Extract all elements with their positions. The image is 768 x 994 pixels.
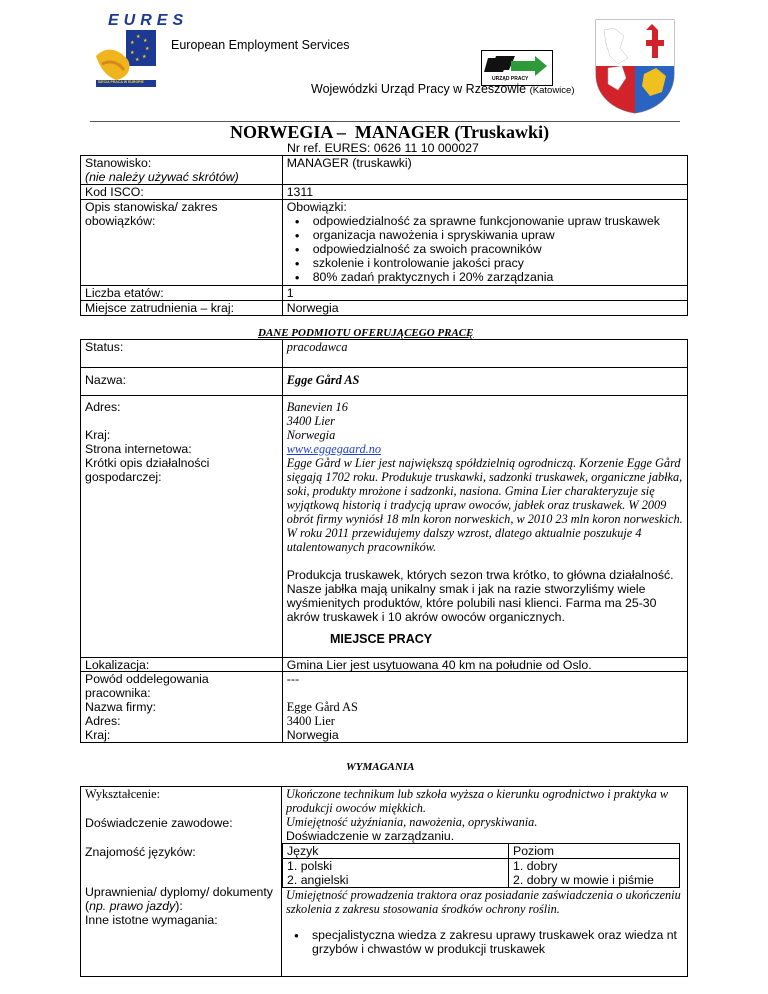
employer-heading: DANE PODMIOTU OFERUJĄCEGO PRACĘ: [258, 327, 474, 339]
workplace-row: [81, 658, 688, 743]
workplace-heading: MIEJSCE PRACY: [330, 632, 433, 646]
opis-dzialalnosci-value: Egge Gård w Lier jest największą spółdzielnią ogrodniczą. Korzenie Egge Gård sięgają 1702 roku. Produkuje truskawki, sadzonki truskawek, organiczne jabłka, soki, produkty mrożone i sadzonki, nasiona. Gmina Lier charakteryzuje się wyjątkową historią i tradycją upraw owoców, jabłek oraz truskawek. W 2009 obrót firmy wyniósł 18 mln koron norweskich, w 2010 23 mln koron norweskich. W roku 2011 przewidujemy dalszy wzrost, dlatego aktualnie poszukuje 4 utalentowanych pracowników.: [286, 456, 683, 554]
row-etaty: [81, 286, 688, 301]
nazwa-value: Egge Gård AS: [282, 368, 687, 396]
uprawnienia-value: Umiejętność prowadzenia traktora oraz posiadanie zaświadczenia o ukończeniu szkolenia z zakresu stosowania środków ochrony roślin.: [286, 888, 681, 916]
svg-text:★: ★: [143, 38, 148, 44]
levels-list: [509, 859, 680, 888]
level-item: 1. dobry: [513, 859, 558, 873]
org-line: European Employment Services: [171, 38, 350, 52]
wyksztalcenie-label: Wykształcenie:: [85, 787, 161, 801]
wyksztalcenie-value: Ukończone technikum lub szkoła wyższa o kierunku ogrodnictwo i praktyka w produkcji owoców miękkich.: [286, 787, 669, 815]
isco-value: 1311: [282, 185, 687, 200]
firma-label: Nazwa firmy:: [85, 700, 157, 714]
adres-cell: [81, 396, 283, 672]
uprawnienia-note: (np. prawo jazdy):: [85, 899, 183, 913]
inne-item: ● specjalistyczna wiedza z zakresu uprawy truskawek oraz wiedza nt grzybów i chwastów w produkcji truskawek: [286, 928, 683, 956]
stanowisko-cell: [81, 156, 283, 185]
language-item: 2. angielski: [287, 873, 349, 887]
doswiadczenie-label: Doświadczenie zawodowe:: [85, 816, 233, 830]
poziom-header: Poziom: [509, 844, 680, 859]
office-line: [311, 82, 574, 98]
row-nazwa: [81, 368, 688, 396]
etaty-label: Liczba etatów:: [81, 286, 283, 301]
svg-text:★: ★: [130, 40, 135, 46]
requirements-table: [80, 786, 688, 977]
adres-line2: 3400 Lier: [286, 414, 335, 428]
inne-list: [286, 928, 683, 956]
uprawnienia-label: Uprawnienia/ dyplomy/ dokumenty: [85, 885, 273, 899]
workplace-labels: [81, 658, 283, 743]
eures-logo-text: EURES: [108, 12, 189, 29]
lokalizacja-value: Gmina Lier jest usytuowana 40 km na południe od Oslo.: [286, 658, 592, 672]
row-status: [81, 340, 688, 368]
website-link[interactable]: www.eggegaard.no: [286, 442, 381, 456]
eures-logo-subtext: SIECIA PRACA W EUROPIE: [98, 80, 144, 84]
requirements-row: [81, 787, 688, 977]
opis-dzialalnosci-value2: Produkcja truskawek, których sezon trwa krótko, to główna działalność. Nasze jabłka mają unikalny smak i jak na razie stworzyliśmy wiele wyśmienitych produktów, które polubili nasi klienci. Farma ma 25-30 akrów truskawek i 10 akrów owoców organicznych.: [286, 568, 674, 624]
row-adres: [81, 396, 688, 672]
miejsce-label: Miejsce zatrudnienia – kraj:: [81, 301, 283, 316]
doswiadczenie-value2: Doświadczenie w zarządzaniu.: [286, 829, 455, 843]
reference-number: Nr ref. EURES: 0626 11 10 000027: [287, 141, 479, 155]
kraj-value: Norwegia: [286, 728, 339, 742]
nazwa-label: Nazwa:: [81, 368, 283, 396]
svg-text:★: ★: [130, 50, 135, 56]
adres-line1: Banevien 16: [286, 400, 348, 414]
lokalizacja-label: Lokalizacja:: [85, 658, 150, 672]
obowiazki-label: Obowiązki:: [286, 200, 347, 214]
kraj-value: Norwegia: [286, 428, 336, 442]
languages-values: [283, 859, 680, 888]
duties-list: [287, 214, 683, 284]
office-name: Wojewódzki Urząd Pracy w Rzeszowie: [311, 82, 527, 96]
adres-label: Adres:: [85, 400, 121, 414]
firma-value: Egge Gård AS: [286, 700, 358, 714]
miejsce-value: Norwegia: [282, 301, 687, 316]
languages-list: [283, 859, 509, 888]
stanowisko-note: (nie należy używać skrótów): [85, 170, 239, 184]
isco-label: Kod ISCO:: [81, 185, 283, 200]
adres-value: 3400 Lier: [286, 714, 335, 728]
row-stanowisko: [81, 156, 688, 185]
adres-label: Adres:: [85, 714, 121, 728]
requirements-heading: WYMAGANIA: [346, 761, 415, 773]
opis-label: Opis stanowiska/ zakres obowiązków:: [81, 200, 283, 286]
languages-header: [283, 844, 680, 859]
urzad-logo-text: URZĄD PRACY: [492, 76, 529, 82]
powod-value: ---: [286, 672, 300, 686]
jezyki-label: Znajomość języków:: [85, 845, 196, 859]
duty-item: ● odpowiedzialność za sprawne funkcjonowanie upraw truskawek: [287, 214, 683, 228]
office-branch: (Katowice): [529, 85, 575, 96]
level-item: 2. dobry w mowie i piśmie: [513, 873, 654, 887]
inne-label: Inne istotne wymagania:: [85, 913, 218, 927]
svg-text:★: ★: [142, 54, 147, 60]
row-miejsce: [81, 301, 688, 316]
coat-of-arms: [594, 18, 676, 114]
status-label: Status:: [81, 340, 283, 368]
doswiadczenie-value1: Umiejętność użyźniania, nawożenia, opryskiwania.: [286, 815, 538, 829]
kraj-label: Kraj:: [85, 428, 111, 442]
requirements-labels: [81, 787, 282, 977]
language-item: 1. polski: [287, 859, 333, 873]
opis-cell: [282, 200, 687, 286]
svg-text:★: ★: [145, 46, 150, 52]
etaty-value: 1: [282, 286, 687, 301]
duty-item: ● organizacja nawożenia i spryskiwania upraw: [287, 228, 683, 242]
job-table: [80, 155, 688, 316]
jezyk-header: Język: [283, 844, 509, 859]
address-cell: [282, 396, 687, 672]
kraj-label: Kraj:: [85, 728, 111, 742]
stanowisko-value: MANAGER (truskawki): [282, 156, 687, 185]
row-opis: [81, 200, 688, 286]
workplace-values: [282, 658, 687, 743]
status-value: pracodawca: [282, 340, 687, 368]
languages-table: [282, 843, 680, 888]
svg-text:★: ★: [135, 57, 140, 63]
employer-table: [80, 339, 688, 672]
requirements-values: [282, 787, 688, 977]
duty-item: ● 80% zadań praktycznych i 20% zarządzania: [287, 270, 683, 284]
page-title: NORWEGIA – MANAGER (Truskawki): [230, 122, 550, 142]
powod-label: Powód oddelegowania pracownika:: [85, 672, 209, 700]
duty-item: ● odpowiedzialność za swoich pracowników: [287, 242, 683, 256]
svg-text:★: ★: [136, 34, 141, 40]
row-isco: [81, 185, 688, 200]
duty-item: ● szkolenie i kontrolowanie jakości pracy: [287, 256, 683, 270]
workplace-table: [80, 657, 688, 743]
www-label: Strona internetowa:: [85, 442, 192, 456]
opis-dzialalnosci-label: Krótki opis działalności gospodarczej:: [85, 456, 210, 484]
stanowisko-label: Stanowisko:: [85, 156, 152, 170]
